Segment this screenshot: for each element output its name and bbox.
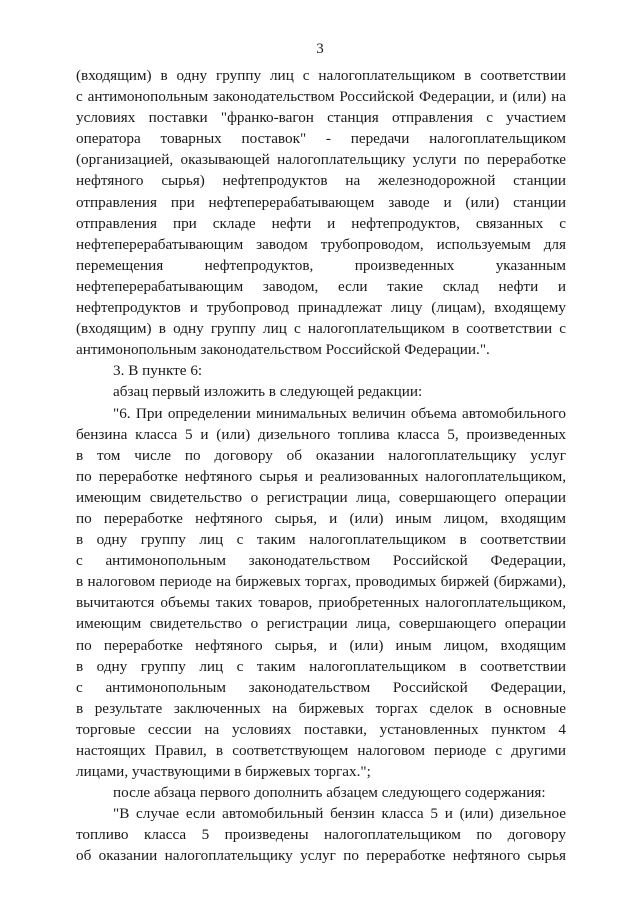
text-line: оператора товарных поставок" - передачи налогоплательщиком (76, 130, 566, 148)
text-line: имеющим свидетельство о регистрации лица, совершающего операции (76, 488, 566, 506)
text-line: перемещения нефтепродуктов, произведенных указанным (76, 256, 566, 274)
text-line: абзац первый изложить в следующей редакции: (113, 383, 423, 401)
text-line: отправления при нефтеперерабатывающем заводе и (или) станции (76, 193, 566, 211)
text-line: в результате заключенных на биржевых торгах сделок в основные (76, 699, 566, 717)
text-line: с антимонопольным законодательством Российской Федерации, (76, 678, 566, 696)
text-line: 3. В пункте 6: (113, 362, 203, 380)
text-line: настоящих Правил, в соответствующем налоговом периоде с другими (76, 742, 566, 759)
text-line: нефтеперерабатывающим заводом, если такие склад нефти и (76, 277, 566, 295)
text-line: антимонопольным законодательством Российской Федерации.". (76, 341, 490, 359)
text-line: после абзаца первого дополнить абзацем следующего содержания: (113, 784, 546, 802)
text-line: отправления при складе нефти и нефтепродуктов, связанных с (76, 214, 566, 232)
text-line: (входящим) в одну группу лиц с налогоплательщиком в соответствии (76, 67, 566, 84)
text-line: топливо класса 5 произведены налогоплательщиком по договору (76, 826, 566, 844)
text-line: в одну группу лиц с таким налогоплательщиком в соответствии (76, 657, 566, 675)
text-line: условиях поставки "франко-вагон станция отправления с участием (76, 109, 566, 127)
text-line: "В случае если автомобильный бензин класса 5 и (или) дизельное (113, 805, 566, 823)
document-body (76, 65, 566, 867)
text-line: "6. При определении минимальных величин объема автомобильного (113, 404, 566, 422)
text-line: нефтяного сырья) нефтепродуктов на железнодорожной станции (76, 172, 566, 190)
text-line: в том числе по договору об оказании налогоплательщику услуг (76, 446, 566, 464)
text-line: об оказании налогоплательщику услуг по переработке нефтяного сырья (76, 847, 566, 865)
text-line: в одну группу лиц с таким налогоплательщиком в соответствии (76, 531, 566, 549)
text-line: бензина класса 5 и (или) дизельного топлива класса 5, произведенных (76, 425, 566, 443)
text-line: лицами, участвующими в биржевых торгах."; (76, 763, 371, 781)
text-line: (входящим) в одну группу лиц с налогоплательщиком в соответствии с (76, 320, 566, 338)
text-line: по переработке нефтяного сырья, и (или) иным лицом, входящим (76, 636, 566, 654)
text-line: имеющим свидетельство о регистрации лица, совершающего операции (76, 615, 566, 633)
text-line: нефтепродуктов и трубопровод принадлежат лицу (лицам), входящему (76, 299, 566, 317)
text-line: вычитаются объемы таких товаров, приобретенных налогоплательщиком, (76, 594, 566, 612)
text-line: по переработке нефтяного сырья, и (или) иным лицом, входящим (76, 509, 566, 527)
text-line: в налоговом периоде на биржевых торгах, проводимых биржей (биржами), (76, 573, 566, 591)
text-line: с антимонопольным законодательством Российской Федерации, (76, 552, 566, 570)
page-number: 3 (316, 41, 324, 57)
text-line: по переработке нефтяного сырья и реализованных налогоплательщиком, (76, 467, 566, 485)
text-line: с антимонопольным законодательством Российской Федерации, и (или) на (76, 88, 566, 106)
text-line: нефтеперерабатывающим заводом трубопроводом, используемым для (76, 235, 566, 253)
text-line: (организацией, оказывающей налогоплательщику услуги по переработке (76, 151, 566, 169)
text-line: торговые сессии на условиях поставки, установленных пунктом 4 (76, 720, 566, 738)
